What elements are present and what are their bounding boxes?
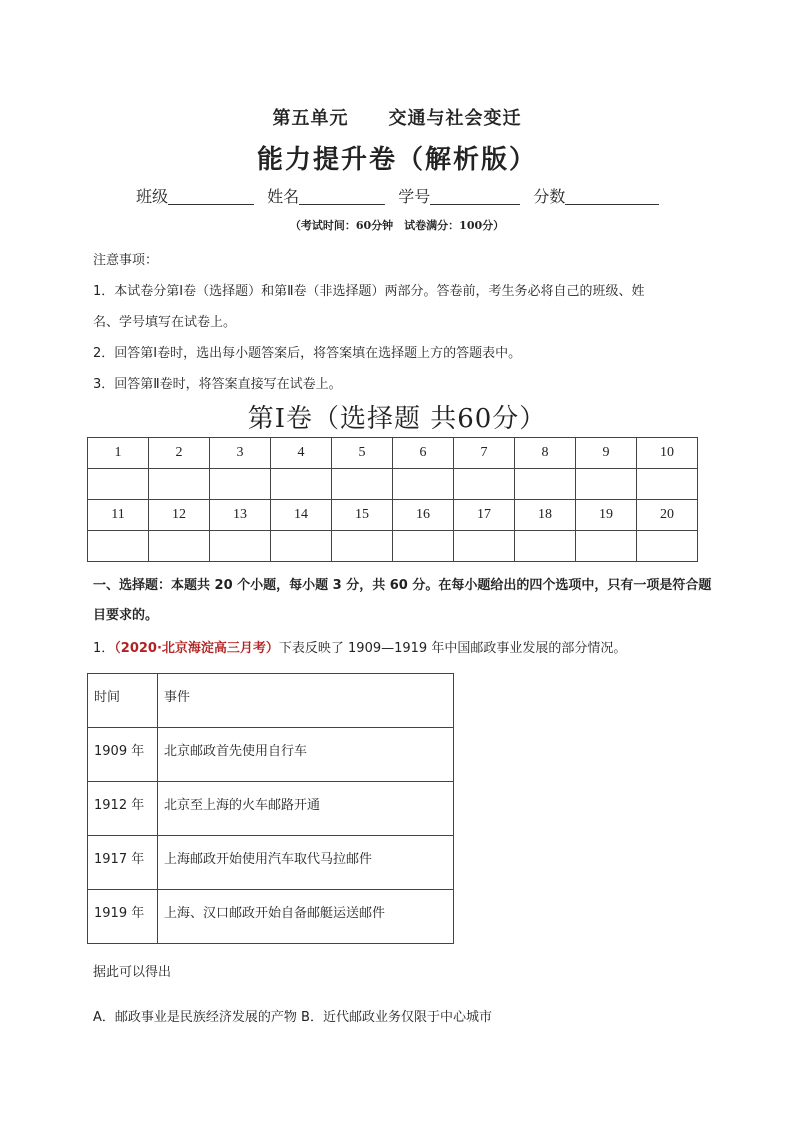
answer-number: 10: [637, 438, 698, 469]
answer-number: 5: [332, 438, 393, 469]
answer-cell[interactable]: [332, 531, 393, 562]
score-blank[interactable]: [565, 188, 659, 205]
option-a-b[interactable]: A．邮政事业是民族经济发展的产物 B．近代邮政业务仅限于中心城市: [93, 1010, 492, 1025]
field-label-name: 姓名: [267, 187, 300, 206]
id-blank[interactable]: [430, 188, 520, 205]
unit-number: 第五单元: [272, 108, 349, 129]
column-header-event: 事件: [158, 674, 454, 728]
events-table: [87, 673, 454, 944]
answer-cell[interactable]: [332, 469, 393, 500]
answer-number: 3: [210, 438, 271, 469]
table-row: [88, 782, 454, 836]
answer-cell[interactable]: [210, 469, 271, 500]
answer-blank-row: [88, 531, 698, 562]
answer-number: 9: [576, 438, 637, 469]
unit-title: [0, 104, 794, 130]
answer-cell[interactable]: [576, 469, 637, 500]
answer-cell[interactable]: [637, 531, 698, 562]
notice-item-3: 3．回答第Ⅱ卷时，将答案直接写在试卷上。: [93, 377, 342, 392]
question-number: 1．: [93, 641, 115, 656]
answer-cell[interactable]: [576, 531, 637, 562]
unit-topic: 交通与社会变迁: [388, 108, 522, 129]
answer-number: 17: [454, 500, 515, 531]
answer-number: 19: [576, 500, 637, 531]
answer-blank-row: [88, 469, 698, 500]
event-description: 北京至上海的火车邮路开通: [158, 782, 454, 836]
field-label-score: 分数: [533, 187, 566, 206]
event-year: 1912 年: [88, 782, 158, 836]
event-year: 1917 年: [88, 836, 158, 890]
table-row: [88, 728, 454, 782]
event-description: 北京邮政首先使用自行车: [158, 728, 454, 782]
field-label-id: 学号: [398, 187, 431, 206]
question-source: （2020·北京海淀高三月考）: [114, 641, 279, 656]
column-header-time: 时间: [88, 674, 158, 728]
answer-number: 4: [271, 438, 332, 469]
exam-meta: （考试时间：60分钟 试卷满分：100分）: [289, 219, 505, 232]
event-description: 上海、汉口邮政开始自备邮艇运送邮件: [158, 890, 454, 944]
section-title: 第Ⅰ卷（选择题 共60分）: [247, 404, 547, 434]
section-instruction: 一、选择题：本题共 20 个小题，每小题 3 分，共 60 分。在每小题给出的四个选项中，只有一项是符合题目要求的。: [93, 578, 712, 623]
answer-number: 6: [393, 438, 454, 469]
question-lead: 据此可以得出: [93, 965, 172, 980]
answer-number: 13: [210, 500, 271, 531]
table-row: [88, 890, 454, 944]
answer-cell[interactable]: [271, 469, 332, 500]
notice-heading: 注意事项：: [93, 253, 159, 268]
answer-number: 7: [454, 438, 515, 469]
answer-cell[interactable]: [149, 531, 210, 562]
question-1-stem: [93, 637, 626, 656]
answer-cell[interactable]: [454, 531, 515, 562]
question-text: 下表反映了 1909—1919 年中国邮政事业发展的部分情况。: [278, 641, 627, 656]
notice-item-2: 2．回答第Ⅰ卷时，选出每小题答案后，将答案填在选择题上方的答题表中。: [93, 346, 522, 361]
answer-cell[interactable]: [637, 469, 698, 500]
answer-cell[interactable]: [210, 531, 271, 562]
answer-number: 12: [149, 500, 210, 531]
answer-number: 20: [637, 500, 698, 531]
answer-cell[interactable]: [271, 531, 332, 562]
answer-number: 15: [332, 500, 393, 531]
answer-cell[interactable]: [393, 531, 454, 562]
answer-cell[interactable]: [515, 531, 576, 562]
table-row: [88, 836, 454, 890]
answer-cell[interactable]: [88, 469, 149, 500]
answer-number: 18: [515, 500, 576, 531]
answer-cell[interactable]: [88, 531, 149, 562]
event-year: 1909 年: [88, 728, 158, 782]
student-info-row: [136, 184, 667, 207]
answer-number: 11: [88, 500, 149, 531]
notice-item-1-line-1: 1．本试卷分第Ⅰ卷（选择题）和第Ⅱ卷（非选择题）两部分。答卷前，考生务必将自己的班级、姓: [93, 284, 645, 299]
event-description: 上海邮政开始使用汽车取代马拉邮件: [158, 836, 454, 890]
answer-number: 14: [271, 500, 332, 531]
answer-number-row: [88, 500, 698, 531]
answer-grid: [87, 437, 698, 562]
page-title: 能力提升卷（解析版）: [256, 145, 537, 175]
answer-number: 8: [515, 438, 576, 469]
answer-cell[interactable]: [454, 469, 515, 500]
class-blank[interactable]: [168, 188, 254, 205]
answer-number: 1: [88, 438, 149, 469]
answer-cell[interactable]: [515, 469, 576, 500]
answer-number: 2: [149, 438, 210, 469]
table-header-row: [88, 674, 454, 728]
answer-number: 16: [393, 500, 454, 531]
field-label-class: 班级: [136, 187, 169, 206]
answer-cell[interactable]: [393, 469, 454, 500]
name-blank[interactable]: [299, 188, 385, 205]
answer-cell[interactable]: [149, 469, 210, 500]
answer-number-row: [88, 438, 698, 469]
notice-item-1-line-2: 名、学号填写在试卷上。: [93, 315, 237, 330]
event-year: 1919 年: [88, 890, 158, 944]
